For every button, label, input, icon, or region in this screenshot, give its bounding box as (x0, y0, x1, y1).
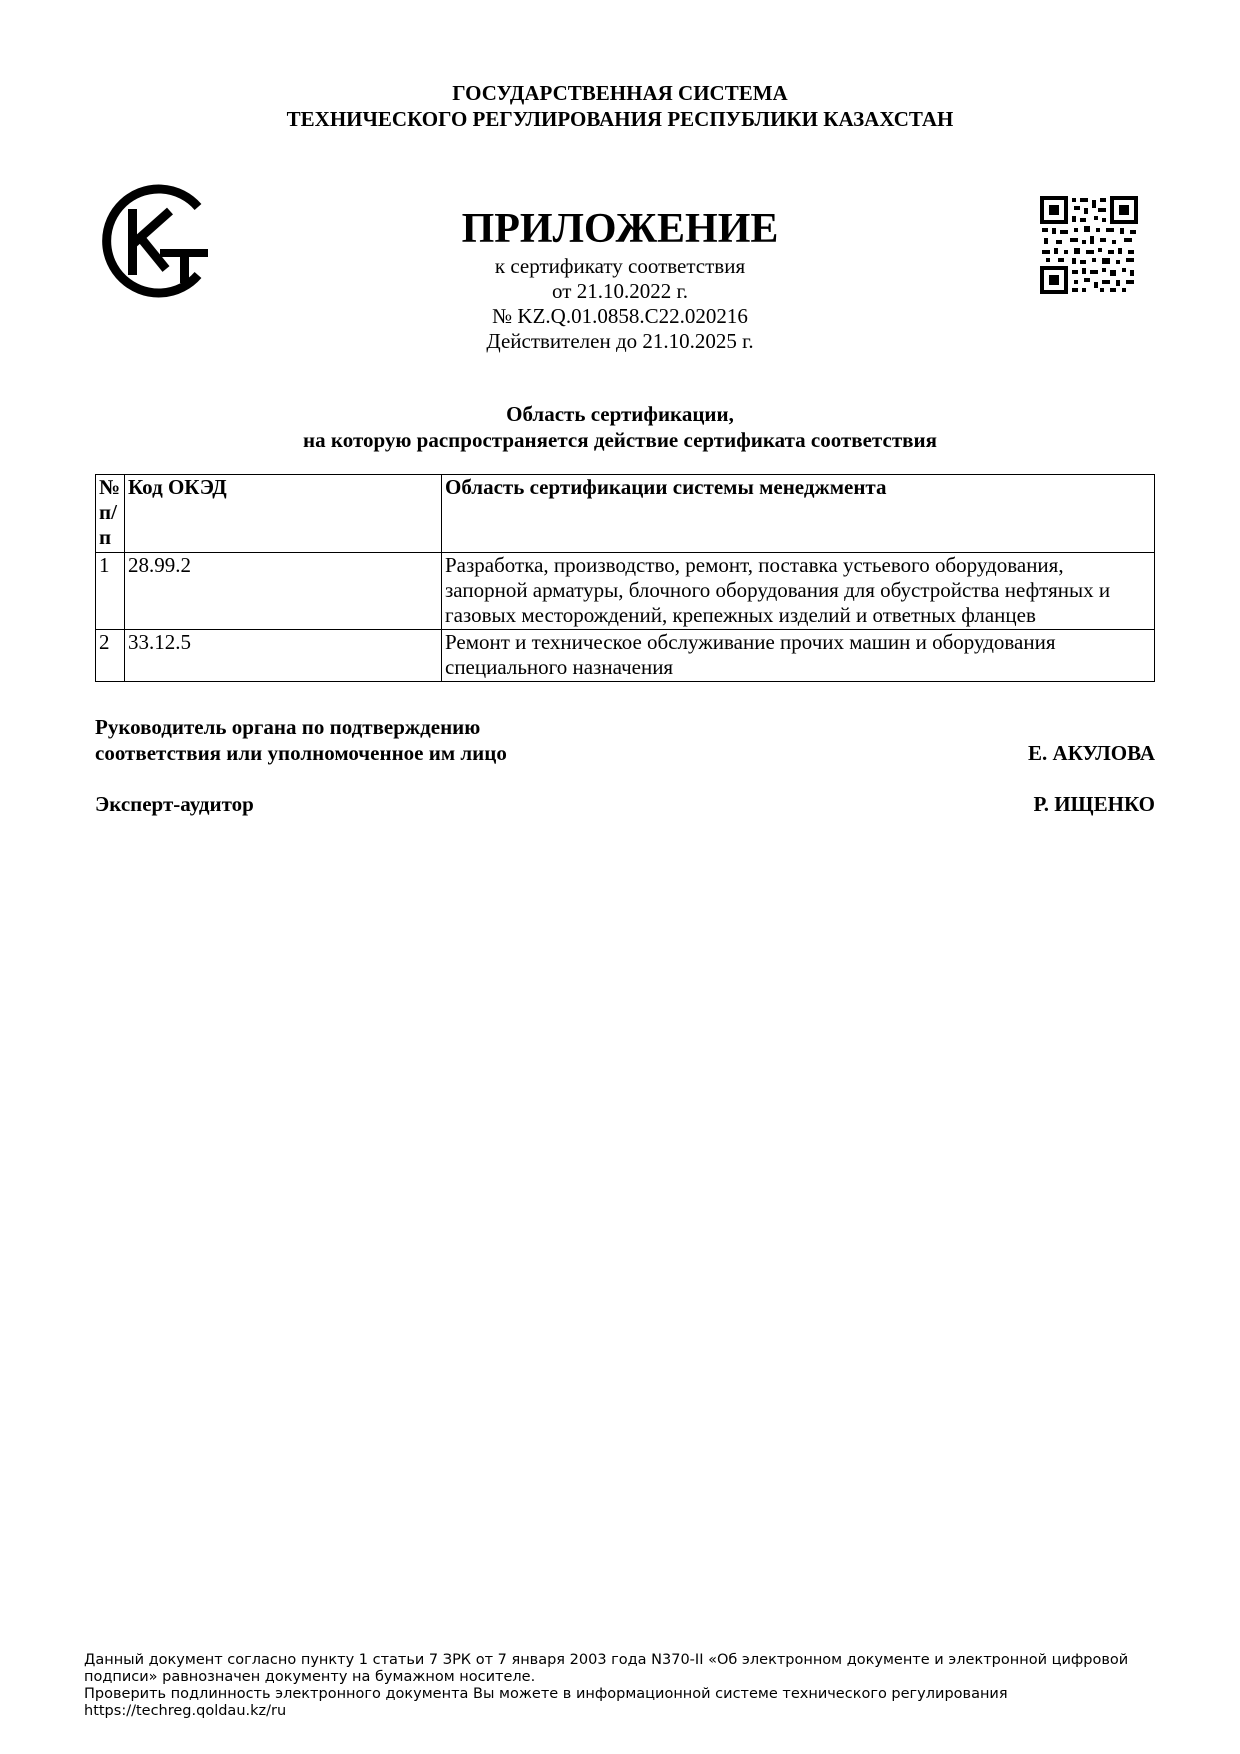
row-area: Разработка, производство, ремонт, поставка устьевого оборудования, запорной арматуры, блочного оборудования для обустройства нефтяных и газовых месторождений, крепежных изделий и ответных фланцев (442, 553, 1155, 630)
footer-notice (84, 1652, 1164, 1720)
certificate-date: от 21.10.2022 г. (552, 279, 688, 303)
head-signature-name: Е. АКУЛОВА (1028, 741, 1155, 765)
kst-emblem-icon (100, 183, 215, 303)
document-header (0, 80, 1240, 132)
column-header-number-part: п/ (99, 500, 117, 524)
head-title-line-2: соответствия или уполномоченное им лицо (95, 741, 507, 765)
head-signature-title (95, 714, 507, 766)
footer-link[interactable]: https://techreg.qoldau.kz/ru (84, 1703, 287, 1719)
page-title: ПРИЛОЖЕНИЕ (461, 206, 779, 252)
column-header-area: Область сертификации системы менеджмента (442, 475, 1155, 553)
row-number: 2 (96, 630, 125, 682)
head-signature-block (95, 714, 1155, 766)
header-line-1: ГОСУДАРСТВЕННАЯ СИСТЕМА (452, 81, 788, 105)
row-code: 28.99.2 (125, 553, 442, 630)
scope-table (95, 474, 1155, 682)
scope-heading-line-1: Область сертификации, (506, 402, 734, 426)
auditor-name: Р. ИЩЕНКО (1033, 792, 1155, 816)
scope-heading (0, 401, 1240, 453)
row-code: 33.12.5 (125, 630, 442, 682)
certificate-validity: Действителен до 21.10.2025 г. (486, 329, 754, 353)
auditor-title: Эксперт-аудитор (95, 792, 254, 816)
column-header-number-part: п (99, 525, 112, 549)
qr-code-icon (1040, 196, 1138, 294)
certificate-reference: к сертификату соответствия (494, 254, 746, 278)
table-header-row (96, 475, 1155, 553)
certificate-number: № KZ.Q.01.0858.С22.020216 (492, 304, 748, 328)
footer-line-2: подписи» равнозначен документу на бумажном носителе. (84, 1669, 536, 1685)
footer-line-3: Проверить подлинность электронного документа Вы можете в информационной системе технического регулирования (84, 1686, 1008, 1702)
scope-heading-line-2: на которую распространяется действие сертификата соответствия (303, 428, 937, 452)
column-header-number-part: № (99, 475, 121, 499)
header-line-2: ТЕХНИЧЕСКОГО РЕГУЛИРОВАНИЯ РЕСПУБЛИКИ КАЗАХСТАН (286, 107, 954, 131)
title-block (370, 204, 870, 354)
footer-line-1: Данный документ согласно пункту 1 статьи 7 ЗРК от 7 января 2003 года N370-II «Об электронном документе и электронной цифровой (84, 1652, 1129, 1668)
auditor-signature-block (95, 791, 1155, 817)
column-header-number (96, 475, 125, 553)
table-row (96, 630, 1155, 682)
head-title-line-1: Руководитель органа по подтверждению (95, 715, 481, 739)
row-number: 1 (96, 553, 125, 630)
row-area: Ремонт и техническое обслуживание прочих машин и оборудования специального назначения (442, 630, 1155, 682)
table-row (96, 553, 1155, 630)
column-header-code: Код ОКЭД (125, 475, 442, 553)
